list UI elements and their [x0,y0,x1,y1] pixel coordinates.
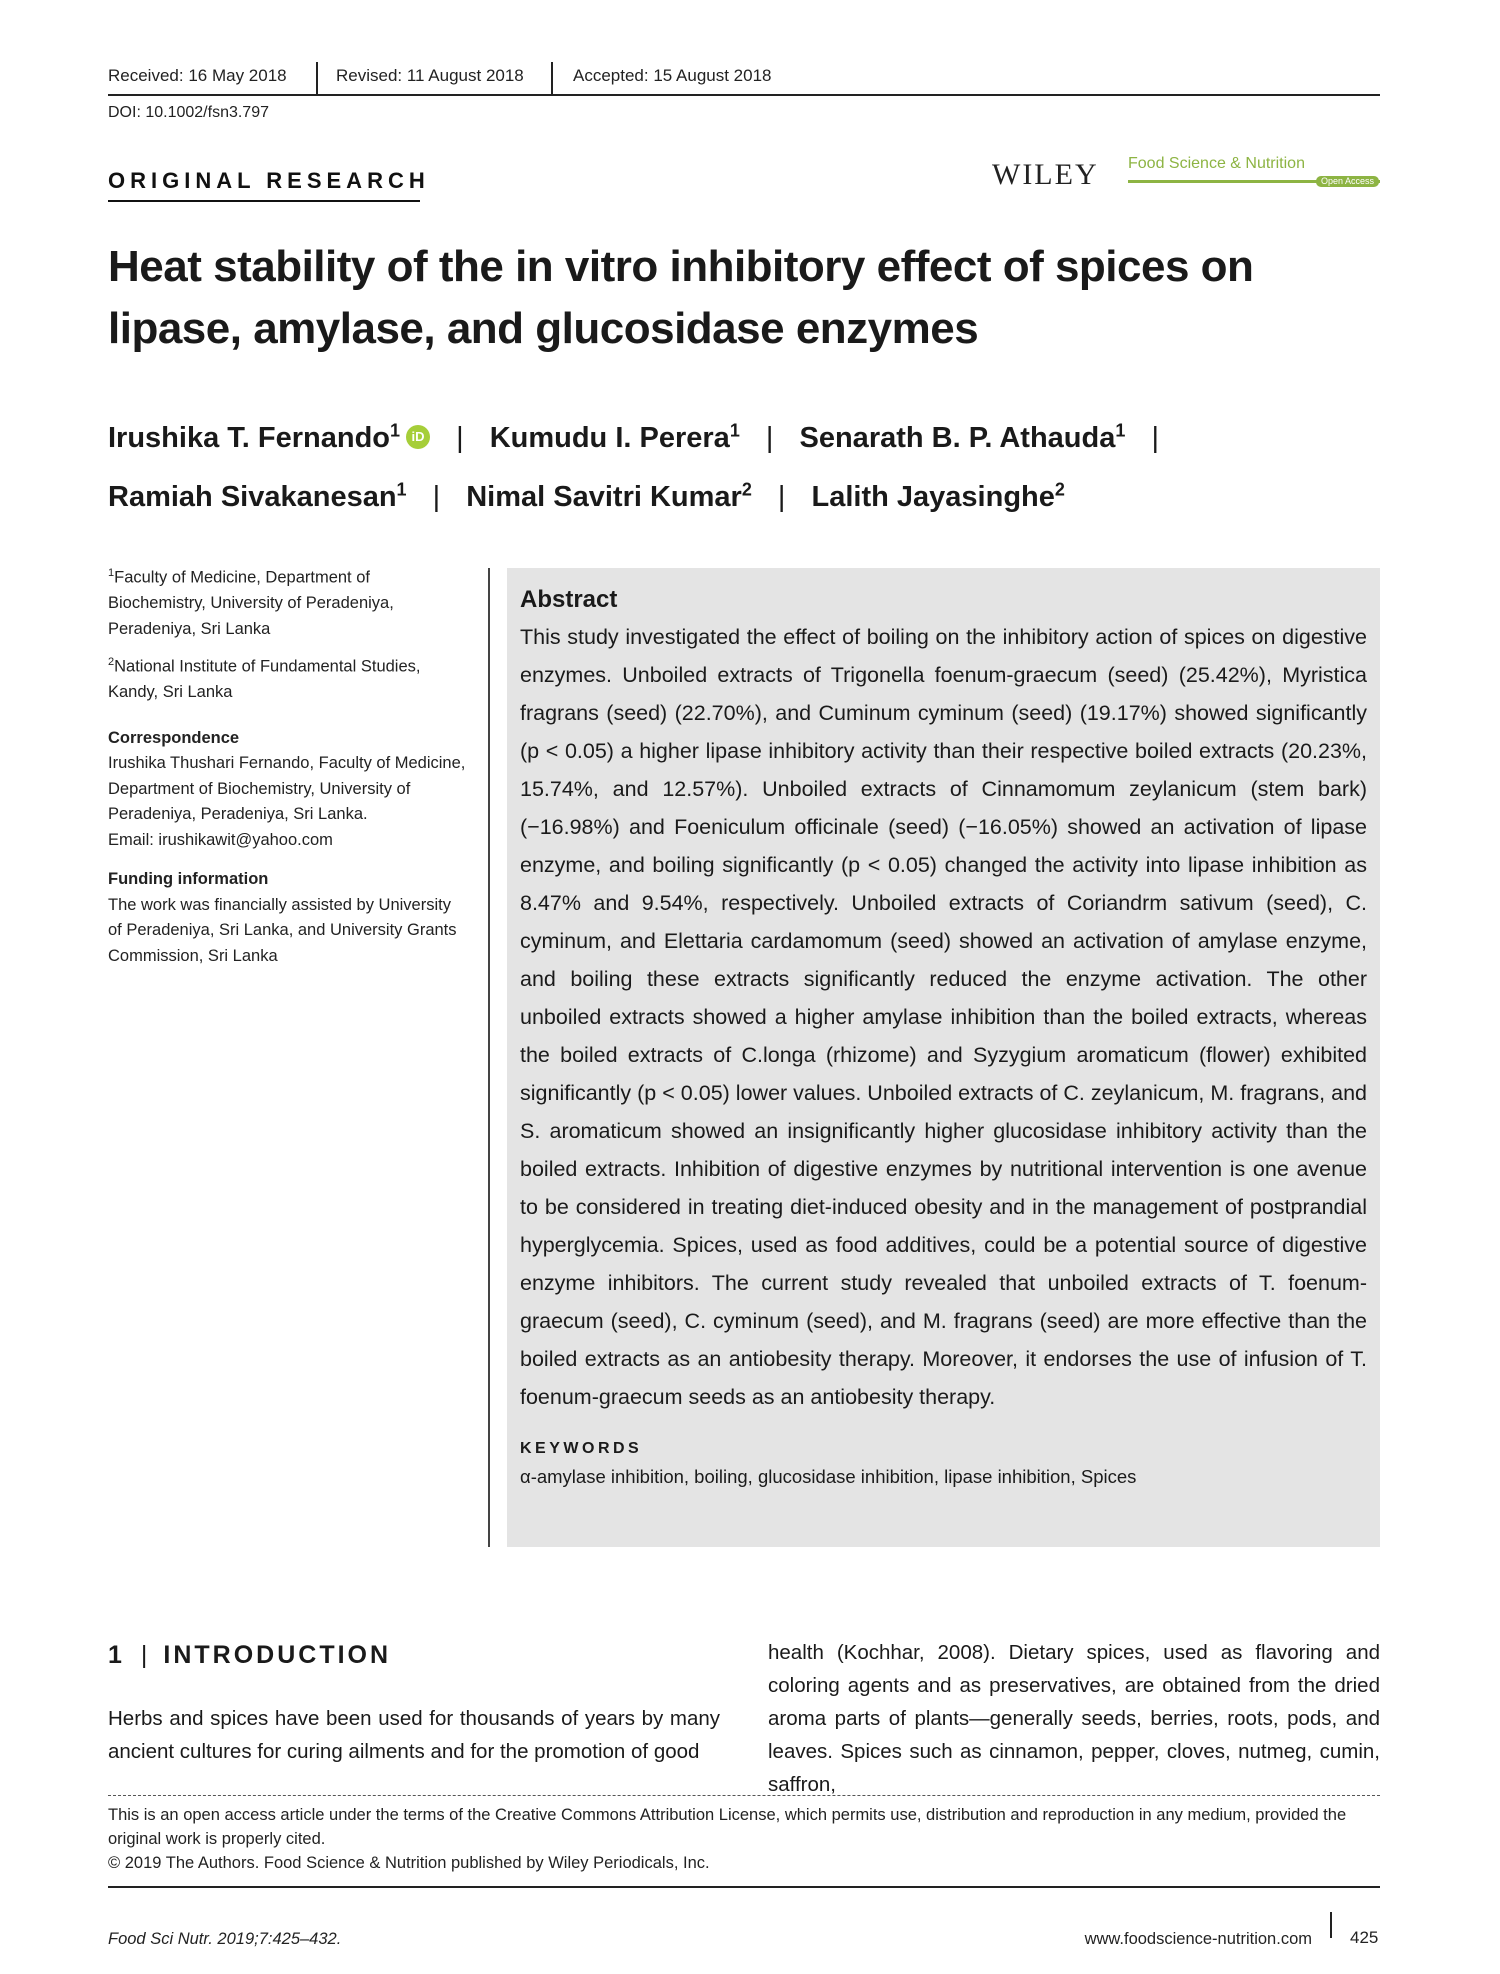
revised-date: Revised: 11 August 2018 [336,66,524,85]
footer-separator [1330,1912,1332,1938]
affiliation: $^1$Faculty of Medicine, Department of Biochemistry, University of Peradeniya, Peradeniya, Sri Lanka [108,567,394,638]
open-access-badge: Open Access [1316,176,1379,187]
footer-url[interactable]: www.foodscience-nutrition.com [1084,1930,1312,1948]
page-number: 425 [1350,1928,1379,1947]
author: Lalith Jayasinghe$^2$ [811,479,1065,514]
affiliations-column [108,561,468,969]
header-rule [108,94,1380,96]
abstract-box [507,568,1380,1547]
abstract-text: This study investigated the effect of boiling on the inhibitory action of spices on digestive enzymes. Unboiled extracts of Trigonella foenum-graecum (seed) (25.42%), Myristica fragrans (seed) (22.70%), and Cuminum cyminum (seed) (19.17%) showed significantly (p < 0.05) a higher lipase inhibitory activity than their respective boiled extracts (20.23%, 15.74%, and 12.57%). Unboiled extracts of Cinnamomum zeylanicum (stem bark) (−16.98%) and Foeniculum officinale (seed) (−16.05%) showed an activation of lipase enzyme, and boiling significantly (p < 0.05) changed the activity into lipase inhibition as 8.47% and 9.54%, respectively. Unboiled extracts of Coriandrm sativum (seed), C. cyminum, and Elettaria cardamomum (seed) showed an activation of amylase enzyme, and boiling these extracts significantly reduced the enzyme activation. The other unboiled extracts showed a higher amylase inhibition than the boiled extracts, whereas the boiled extracts of C.longa (rhizome) and Syzygium aromaticum (flower) exhibited significantly (p < 0.05) lower values. Unboiled extracts of C. zeylanicum, M. fragrans, and S. aromaticum showed an insignificantly higher glucosidase inhibitory activity than the boiled extracts. Inhibition of digestive enzymes by nutritional intervention is one avenue to be considered in treating diet-induced obesity and in the management of postprandial hyperglycemia. Spices, used as food additives, could be a potential source of digestive enzyme inhibitors. The current study revealed that unboiled extracts of T. foenum-graecum (seed), C. cyminum (seed), and M. fragrans (seed) are more effective than the boiled extracts as an antiobesity therapy. Moreover, it endorses the use of infusion of T. foenum-graecum seeds as an antiobesity therapy. [520,625,1367,1409]
author: Kumudu I. Perera$^1$ [489,420,740,454]
author: Ramiah Sivakanesan$^1$ [108,479,407,514]
license-text: This is an open access article under the terms of the Creative Commons Attribution License, which permits use, distribution and reproduction in any medium, provided the original work is properly cited. [108,1806,1347,1848]
correspondence-text: Irushika Thushari Fernando, Faculty of Medicine, Department of Biochemistry, University of Peradeniya, Peradeniya, Sri Lanka. [108,754,466,823]
footer-citation: Food Sci Nutr. 2019;7:425–432. [108,1930,342,1948]
received-date: Received: 16 May 2018 [108,66,287,85]
paper-title: Heat stability of the in vitro inhibitory effect of spices on lipase, amylase, and glucosidase enzymes [108,242,1254,353]
author: Senarath B. P. Athauda$^1$ [799,420,1126,454]
doi[interactable]: DOI: 10.1002/fsn3.797 [108,104,269,121]
column-divider [488,568,490,1547]
funding-heading: Funding information [108,870,269,888]
correspondence-heading: Correspondence [108,728,240,747]
header-separator [551,62,553,96]
author-list: Irushika T. Fernando$^1$ iD | Kumudu I. Perera$^1$ | Senarath B. P. Athauda$^1$ | Ramiah Sivakanesan$^1$ | Nimal Savitri Kumar$^2$ | Lalith Jayasinghe$^2$ [108,420,1159,514]
footer-rule [108,1886,1380,1888]
article-type-underline [108,200,420,202]
orcid-icon[interactable]: iD [406,425,430,449]
correspondence-email[interactable]: Email: irushikawit@yahoo.com [108,830,333,849]
wiley-logo: WILEY [992,158,1099,191]
abstract-heading: Abstract [520,586,618,613]
journal-name: Food Science & Nutrition [1128,155,1305,172]
funding-text: The work was financially assisted by University of Peradeniya, Sri Lanka, and University Grants Commission, Sri Lanka [108,895,457,965]
keywords-label: KEYWORDS [520,1440,643,1457]
keywords: α-amylase inhibition, boiling, glucosidase inhibition, lipase inhibition, Spices [520,1466,1137,1487]
license-divider [108,1795,1380,1796]
introduction-heading: 1 | INTRODUCTION [108,1641,392,1669]
intro-right-column: health (Kochhar, 2008). Dietary spices, used as flavoring and coloring agents and as preservatives, are obtained from the dried aroma parts of plants—generally seeds, berries, roots, pods, and leaves. Spices such as cinnamon, pepper, cloves, nutmeg, cumin, saffron, [768,1641,1380,1796]
author: Nimal Savitri Kumar$^2$ [466,479,752,514]
affiliation: $^2$National Institute of Fundamental Studies, Kandy, Sri Lanka [108,656,421,701]
intro-left-column: Herbs and spices have been used for thousands of years by many ancient cultures for curing ailments and for the promotion of good [108,1707,720,1763]
copyright-text: © 2019 The Authors. Food Science & Nutrition published by Wiley Periodicals, Inc. [108,1854,710,1872]
accepted-date: Accepted: 15 August 2018 [573,66,772,85]
article-type-label: ORIGINAL RESEARCH [108,168,430,193]
license-notice [108,1803,1380,1875]
author: Irushika T. Fernando$^1$ [108,420,401,454]
header-separator [316,62,318,96]
